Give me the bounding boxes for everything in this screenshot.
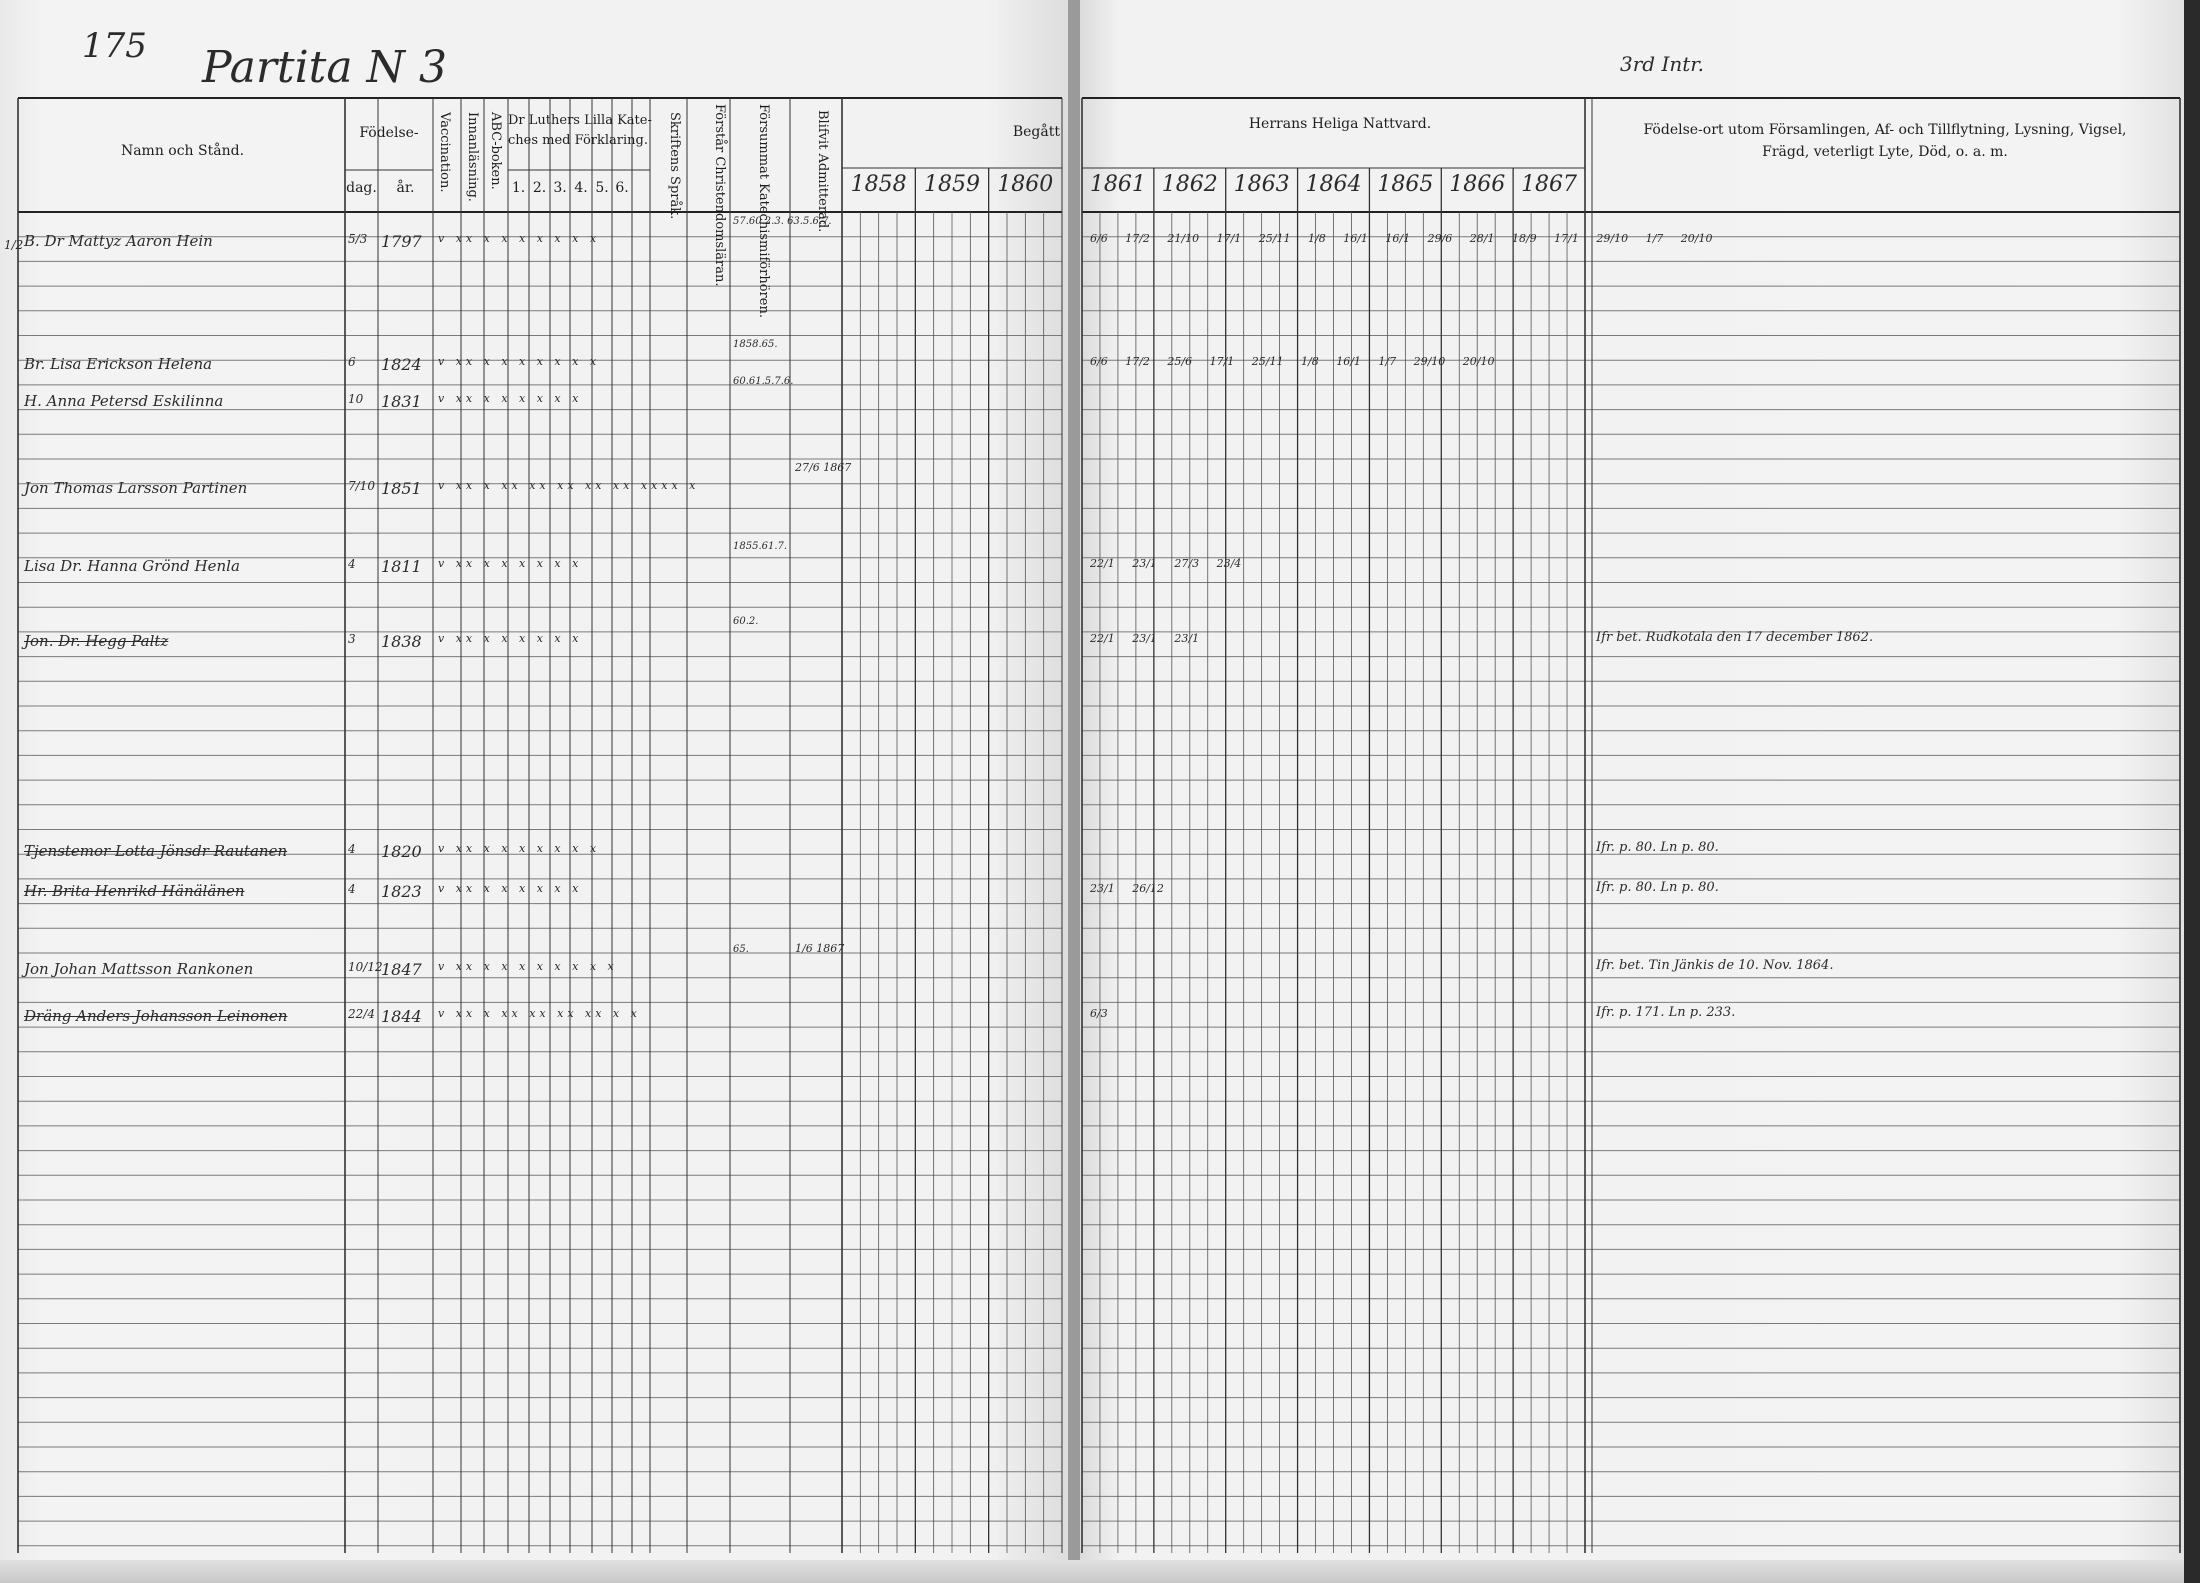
entry-birth-year: 1811	[381, 557, 422, 576]
entry-forsummat: 57.60.2.3. 63.5.6.7.	[733, 216, 832, 227]
header-begatt: Begått	[1012, 124, 1060, 140]
entry-nattvard: 23/1 26/12	[1090, 882, 1164, 895]
entry-forsummat: 60.2.	[733, 616, 759, 627]
entry-marks: v xx x x x x x x	[438, 392, 583, 405]
entry-remark: Ifr. p. 80. Ln p. 80.	[1596, 880, 1719, 895]
entry-name: Lisa Dr. Hanna Grönd Henla	[24, 557, 240, 575]
year-heading-1863: 1863	[1233, 172, 1290, 197]
luther-col-2: 2.	[532, 180, 547, 196]
entry-birth-year: 1847	[381, 960, 422, 979]
year-heading-1859: 1859	[923, 172, 980, 197]
entry-marks: v xx x x x x x x x	[438, 842, 601, 855]
entry-birth-day: 4	[348, 557, 356, 571]
entry-name: Tjenstemor Lotta Jönsdr Rautanen	[24, 842, 288, 860]
entry-nattvard: 6/6 17/2 25/6 17/1 25/11 1/8 16/1 1/7 29/10 20/10	[1090, 355, 1495, 368]
entry-marks: v xx x x x x x x x	[438, 355, 601, 368]
header-birth: Födelse-	[359, 125, 419, 141]
header-skriftens: Skriftens Språk.	[667, 112, 682, 220]
entry-marks: v xx x x x x x x	[438, 557, 583, 570]
entry-birth-day: 7/10	[348, 479, 375, 493]
header-vaccination: Vaccination.	[437, 112, 452, 193]
partita-title: Partita N 3	[202, 42, 448, 93]
entry-birth-day: 5/3	[348, 232, 368, 246]
year-heading-1865: 1865	[1377, 172, 1434, 197]
page-number: 175	[82, 26, 147, 66]
entry-birth-day: 10/12	[348, 960, 383, 974]
header-remarks-1: Födelse-ort utom Församlingen, Af- och Tillflytning, Lysning, Vigsel,	[1643, 122, 2127, 138]
entry-admitted: 27/6 1867	[795, 461, 852, 474]
year-heading-1858: 1858	[850, 172, 907, 197]
entry-birth-day: 4	[348, 842, 356, 856]
entry-remark: Ifr. p. 80. Ln p. 80.	[1596, 840, 1719, 855]
header-innanlasning: Innanläsning.	[465, 112, 480, 202]
entry-marks: v xx x x x x x x	[438, 882, 583, 895]
header-forstar: Förstår Christendomsläran.	[712, 104, 727, 287]
entry-remark: Ifr. bet. Tin Jänkis de 10. Nov. 1864.	[1596, 958, 1834, 973]
year-heading-1867: 1867	[1521, 172, 1578, 197]
entry-forsummat: 60.61.5.7.6.	[733, 376, 794, 387]
entry-birth-year: 1823	[381, 882, 422, 901]
entry-birth-day: 22/4	[348, 1007, 375, 1021]
header-luther-2: ches med Förklaring.	[508, 133, 648, 148]
entry-name: H. Anna Petersd Eskilinna	[24, 392, 224, 410]
luther-col-6: 6.	[615, 180, 629, 196]
entry-marks: v xx x xx xx xx xx x x	[438, 1007, 641, 1020]
entry-birth-year: 1844	[381, 1007, 422, 1026]
entry-name: Jon Thomas Larsson Partinen	[24, 479, 248, 497]
luther-col-1: 1.	[511, 180, 526, 196]
left-margin-mark: 1/2	[4, 238, 24, 252]
entry-name: Br. Lisa Erickson Helena	[24, 355, 213, 373]
header-birth-year: år.	[396, 180, 415, 196]
entry-birth-day: 3	[348, 632, 356, 646]
luther-col-4: 4.	[574, 180, 588, 196]
luther-col-5: 5.	[595, 180, 609, 196]
entry-birth-year: 1797	[381, 232, 422, 251]
entry-forsummat: 1858.65.	[733, 339, 778, 350]
header-birth-day: dag.	[346, 180, 377, 196]
entry-name: Hr. Brita Henrikd Hänälänen	[24, 882, 245, 900]
entry-marks: v xx x x x x x x x	[438, 232, 601, 245]
header-abc: ABC-boken.	[488, 112, 503, 190]
header-nattvard: Herrans Heliga Nattvard.	[1248, 116, 1432, 132]
year-heading-1864: 1864	[1305, 172, 1362, 197]
header-admitterad: Blifvit Admitterad.	[815, 110, 830, 233]
entry-birth-year: 1820	[381, 842, 422, 861]
entry-admitted: 1/6 1867	[795, 942, 845, 955]
entry-birth-year: 1824	[381, 355, 422, 374]
header-name: Namn och Stånd.	[120, 143, 245, 159]
right-page-note: 3rd Intr.	[1620, 52, 1704, 76]
entry-birth-day: 10	[348, 392, 364, 406]
entry-birth-day: 4	[348, 882, 356, 896]
entry-remark: Ifr bet. Rudkotala den 17 december 1862.	[1596, 630, 1874, 645]
entry-name: Dräng Anders Johansson Leinonen	[24, 1007, 288, 1025]
year-heading-1862: 1862	[1161, 172, 1218, 197]
entry-remark: Ifr. p. 171. Ln p. 233.	[1596, 1005, 1736, 1020]
entry-name: Jon. Dr. Hegg Paltz	[24, 632, 169, 650]
header-remarks-2: Frägd, veterligt Lyte, Död, o. a. m.	[1762, 144, 2008, 160]
entry-marks: v xx x xx xx xx xx xx xxxx x	[438, 479, 700, 492]
entry-birth-year: 1831	[381, 392, 422, 411]
entry-nattvard: 22/1 23/1 27/3 23/4	[1090, 557, 1242, 570]
year-heading-1866: 1866	[1449, 172, 1506, 197]
entry-forsummat: 1855.61.7.	[733, 541, 788, 552]
entry-forsummat: 65.	[733, 944, 749, 955]
luther-col-3: 3.	[553, 180, 567, 196]
entry-birth-year: 1851	[381, 479, 422, 498]
entry-nattvard: 6/6 17/2 21/10 17/1 25/11 1/8 16/1 16/1 29/6 28/1 18/9 17/1 29/10 1/7 20/10	[1090, 232, 1713, 245]
entry-nattvard: 6/3	[1090, 1007, 1108, 1020]
year-heading-1861: 1861	[1089, 172, 1146, 197]
entry-marks: v xx x x x x x x x x	[438, 960, 618, 973]
entry-marks: v xx x x x x x x	[438, 632, 583, 645]
header-luther-1: Dr Luthers Lilla Kate-	[508, 113, 652, 128]
entry-birth-day: 6	[348, 355, 356, 369]
entry-name: B. Dr Mattyz Aaron Hein	[24, 232, 213, 250]
header-forsummat: Försummat Katechismiförhören.	[756, 104, 771, 318]
entry-birth-year: 1838	[381, 632, 422, 651]
year-heading-1860: 1860	[997, 172, 1054, 197]
entry-name: Jon Johan Mattsson Rankonen	[24, 960, 254, 978]
entry-nattvard: 22/1 23/1 23/1	[1090, 632, 1200, 645]
